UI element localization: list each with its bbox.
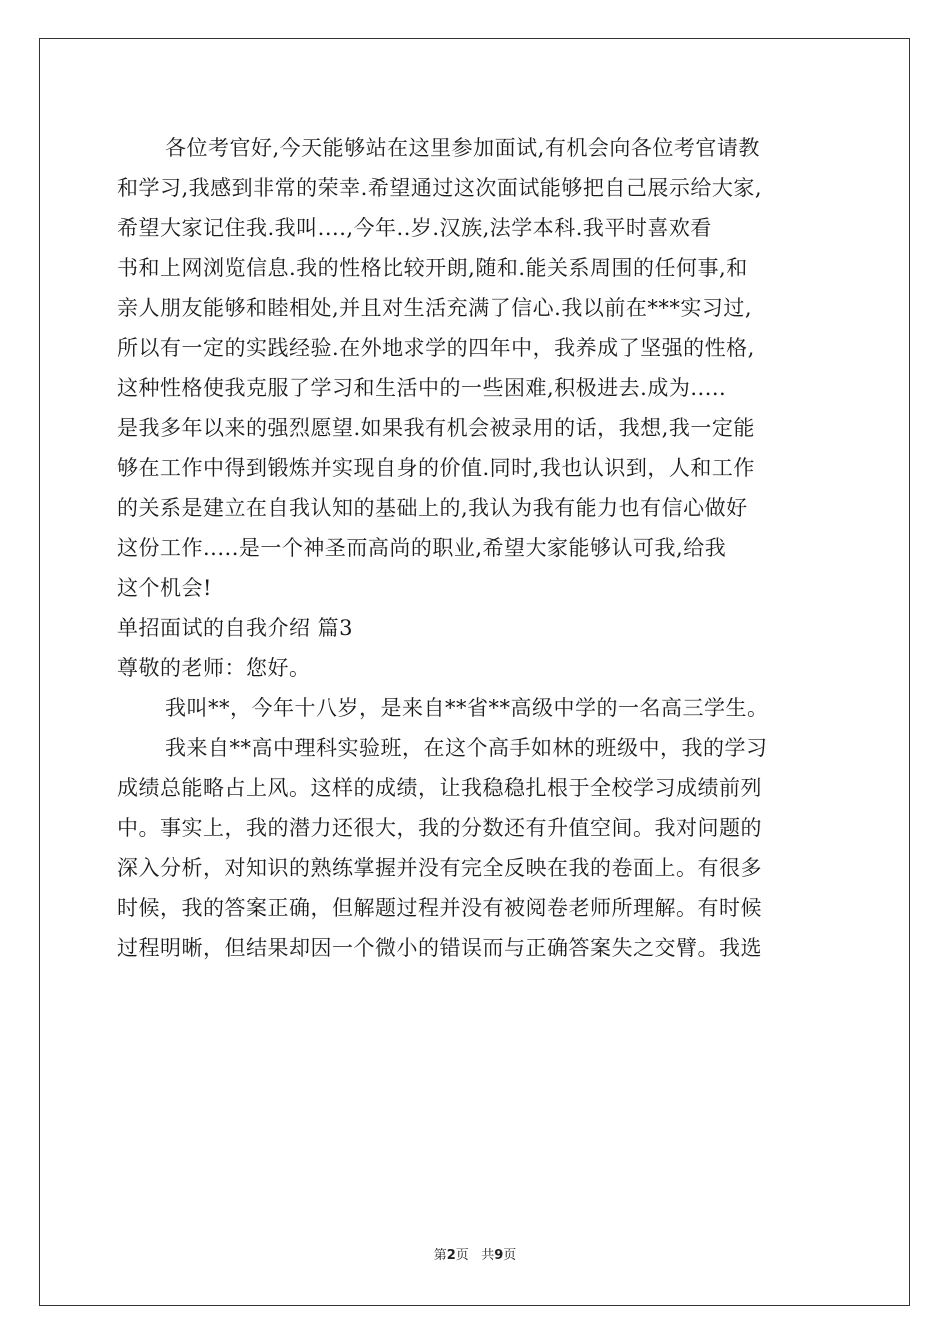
current-page-number: 2 <box>446 1248 456 1263</box>
paragraph-line: 所以有一定的实践经验.在外地求学的四年中，我养成了坚强的性格, <box>117 336 755 360</box>
paragraph-line: 中。事实上，我的潜力还很大，我的分数还有升值空间。我对问题的 <box>117 816 762 840</box>
paragraph-line: 成绩总能略占上风。这样的成绩，让我稳稳扎根于全校学习成绩前列 <box>117 776 762 800</box>
paragraph-line: 希望大家记住我.我叫....,今年..岁.汉族,法学本科.我平时喜欢看 <box>117 216 712 240</box>
page-footer <box>0 1247 950 1265</box>
paragraph-line: 这份工作.....是一个神圣而高尚的职业,希望大家能够认可我,给我 <box>117 536 727 560</box>
total-suffix: 页 <box>503 1248 517 1263</box>
paragraph-line: 够在工作中得到锻炼并实现自身的价值.同时,我也认识到，人和工作 <box>117 456 755 480</box>
paragraph-line: 过程明晰，但结果却因一个微小的错误而与正确答案失之交臂。我选 <box>117 936 762 960</box>
page-suffix: 页 <box>455 1248 469 1263</box>
paragraph-line: 是我多年以来的强烈愿望.如果我有机会被录用的话，我想,我一定能 <box>117 416 755 440</box>
document-body <box>117 128 837 968</box>
page-prefix: 第 <box>433 1248 447 1263</box>
paragraph-line: 和学习,我感到非常的荣幸.希望通过这次面试能够把自己展示给大家, <box>117 176 763 200</box>
section-heading: 单招面试的自我介绍 篇3 <box>117 616 354 640</box>
paragraph-line: 我叫**，今年十八岁，是来自**省**高级中学的一名高三学生。 <box>165 696 769 720</box>
paragraph-line: 亲人朋友能够和睦相处,并且对生活充满了信心.我以前在***实习过, <box>117 296 753 320</box>
paragraph-line: 我来自**高中理科实验班，在这个高手如林的班级中，我的学习 <box>165 736 768 760</box>
paragraph-line: 书和上网浏览信息.我的性格比较开朗,随和.能关系周围的任何事,和 <box>117 256 748 280</box>
paragraph-line: 各位考官好,今天能够站在这里参加面试,有机会向各位考官请教 <box>165 136 760 160</box>
paragraph-line: 这种性格使我克服了学习和生活中的一些困难,积极进去.成为..... <box>117 376 727 400</box>
paragraph-line: 深入分析，对知识的熟练掌握并没有完全反映在我的卷面上。有很多 <box>117 856 762 880</box>
salutation: 尊敬的老师：您好。 <box>117 656 311 680</box>
paragraph-line: 的关系是建立在自我认知的基础上的,我认为我有能力也有信心做好 <box>117 496 748 520</box>
paragraph-line: 时候，我的答案正确，但解题过程并没有被阅卷老师所理解。有时候 <box>117 896 762 920</box>
paragraph-line: 这个机会! <box>117 576 212 600</box>
total-page-number: 9 <box>494 1248 504 1263</box>
total-prefix: 共 <box>481 1248 495 1263</box>
